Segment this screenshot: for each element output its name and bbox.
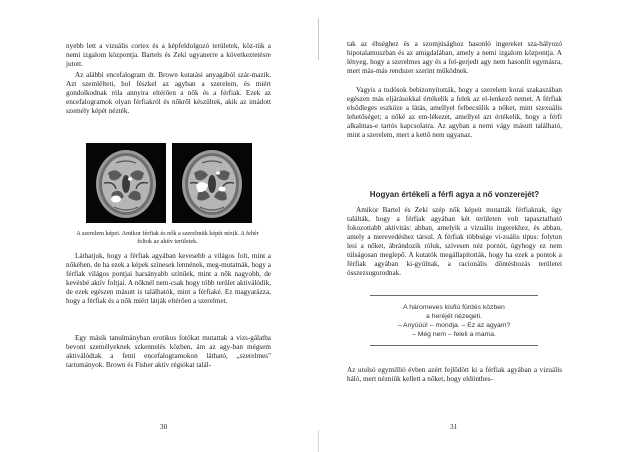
left-paragraph-4: Egy másik tanulmányban erotikus fotókat mutattak a vizs-gálatba bevont személyeknek szkennelés közben, ám az agy-ban mégsem aktiválódtak a fenti encefalogramokon látható, „szerelmes" tartományok. Brown és Fisher aktív régiókat talál- [66, 334, 271, 370]
section-heading: Hogyan értékeli a férfi agya a nő vonzerejét? [369, 190, 540, 199]
left-paragraph-2: Az alábbi encefalogram dr. Brown kutatási anyagából szár-mazik. Azt szemlélteti, hol fészkel az agyban a szerelem, és miért gondolkodnak róla annyira eltérően a nők és a férfiak. Ezek az encefalogramok olyan férfiakról és nőkről készültek, akik az imádott személy képét nézték. [66, 71, 271, 116]
book-spine-bottom [318, 430, 319, 452]
quote-top-rule [370, 295, 538, 296]
left-page-number: 30 [160, 423, 168, 431]
quote-line-3: – Anyúúú! – mondja. – Ez az agyam? [397, 322, 511, 329]
book-spine-top [318, 18, 319, 60]
quote-line-4: – Még nem – feleli a mama. [412, 331, 496, 338]
right-page-number: 31 [450, 423, 458, 431]
left-paragraph-3: Láthatjuk, hogy a férfiak agyában kevesebb a világos folt, mint a nőkében, de ha ezek a képek színesek lennének, meg-mutatnák, hogy a férfiak világos pontjai harsányabb színűek, mint a nők nagyobb, de kevésbé aktív foltjai. A nőknél nem-csak hogy több terület aktiválódik, de ezek egészen másutt is találhatók, mint a férfiaké. Ez magyarázza, hogy a férfiak és a nők miért látják eltérően a szerelmet. [66, 252, 271, 306]
right-paragraph-3: Amikor Bartel és Zeki szép nők képeit mutatták férfiaknak, úgy találták, hogy a férfiak agyában két területen volt tapasztalható fokozottabb aktivitás: abban, amelyik a vizuális ingerekhez, és abban, amely a merevedéshez társul. A férfiak többsége vi-zuális típus: folyton lesi a nőket, ábrándozik róluk, szívesen néz pornót, úgyhogy ez nem túlságosan meglepő. A kutatók megállapították, hogy ha ezek a pontok a férfiak agyában ki-gyúlnak, a racionális döntéshozás területei összezsugorodnak. [347, 206, 562, 278]
quote-bottom-rule [370, 345, 538, 346]
brain-scan-figure [86, 143, 252, 223]
left-page [0, 0, 318, 452]
quote-line-1: A háromeves kisfiú fürdés közben [403, 304, 505, 311]
right-paragraph-4: Az utolsó egymillió évben azért fejlődött ki a férfiak agyában a vizuális háló, mert nézniük kellett a nőket, hogy eldönthes- [347, 366, 562, 384]
brain-scan-right-image [172, 143, 252, 223]
left-paragraph-1: nyebb lett a vizuális cortex és a képfeldolgozó területek, köz-tük a nemi izgalom központja. Bartels és Zeki ugyanerre a következtetésre jutott. [66, 42, 271, 69]
quote-line-2: a heréjét nézegeti. [426, 313, 482, 320]
joke-quote [370, 303, 538, 339]
brain-scan-left-image [86, 143, 166, 223]
right-paragraph-1: tak az éhséghez és a szomjúsághoz hasonló ingereket sza-bályozó hipotalamuszban és az amigdalában, amely a nemi izgalom központja. A lényeg, hogy a szerelmes agy és a fel-gerjedt agy nem hasonlít egymásra, mert más-más rendszer szerint működnek. [347, 40, 562, 76]
right-paragraph-2: Vagyis a tudósok bebizonyították, hogy a szerelem korai szakaszában egészen más eljárásokkal értékelik a felek az el-lenkező nemet. A férfiak elsődleges eszköze a látás, amellyel felbecsülik a nőket, mint szexuális lehetőséget; a nőké az em-lékezet, amellyel azt értékelik, hogy a férfi alkalmas-e tartós kapcsolatra. Az agyban a nemi vágy másutt található, mint a szerelem, mert a kettő nem ugyanaz. [347, 86, 562, 140]
figure-caption: A szerelem képei. Amikor férfiak és nők a szerelmük képét nézik. A fehér foltok az aktív területek. [76, 230, 259, 245]
